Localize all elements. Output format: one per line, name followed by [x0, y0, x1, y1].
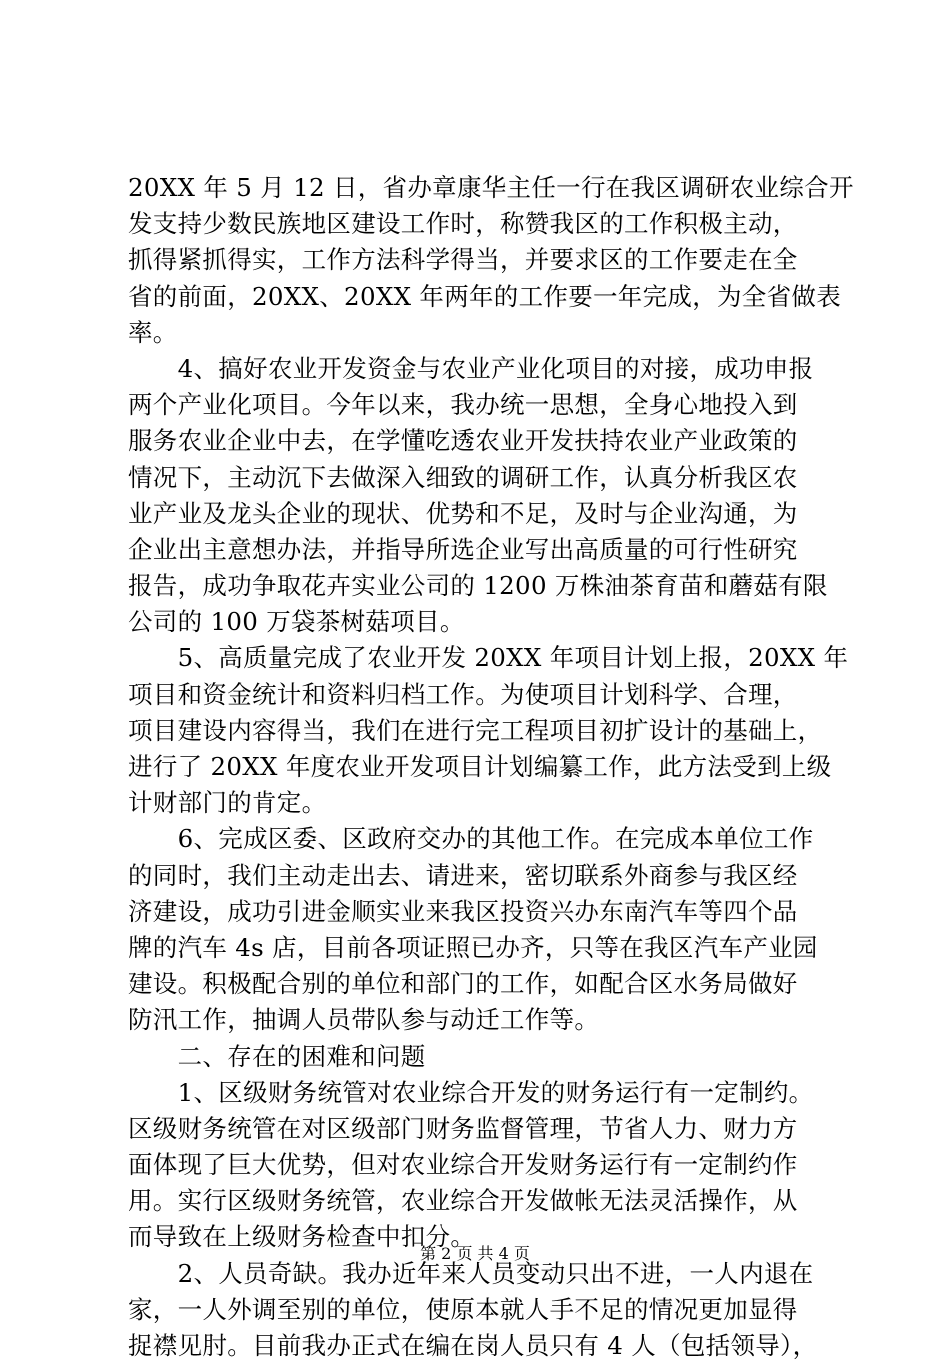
text-line: 5、高质量完成了农业开发 20XX 年项目计划上报，20XX 年	[128, 643, 849, 673]
text-line: 1、区级财务统管对农业综合开发的财务运行有一定制约。	[128, 1077, 814, 1107]
text-line: 计财部门的肯定。	[128, 788, 327, 818]
text-line: 率。	[128, 317, 178, 347]
text-line: 二、存在的困难和问题	[128, 1041, 426, 1071]
text-line: 项目和资金统计和资料归档工作。为使项目计划科学、合理，	[128, 679, 798, 709]
text-line: 进行了 20XX 年度农业开发项目计划编纂工作，此方法受到上级	[128, 752, 832, 781]
text-line: 抓得紧抓得实，工作方法科学得当，并要求区的工作要走在全	[128, 245, 798, 275]
text-line: 区级财务统管在对区级部门财务监督管理，节省人力、财力方	[128, 1113, 798, 1143]
text-line: 的同时，我们主动走出去、请进来，密切联系外商参与我区经	[128, 860, 798, 890]
text-line: 而导致在上级财务检查中扣分。	[128, 1222, 476, 1252]
text-line: 4、搞好农业开发资金与农业产业化项目的对接，成功申报	[128, 353, 814, 383]
body-text	[128, 170, 854, 1364]
text-line: 建设。积极配合别的单位和部门的工作，如配合区水务局做好	[128, 969, 798, 999]
text-line: 省的前面，20XX、20XX 年两年的工作要一年完成，为全省做表	[128, 281, 842, 311]
text-line: 防汛工作，抽调人员带队参与动迁工作等。	[128, 1005, 600, 1035]
text-line: 6、完成区委、区政府交办的其他工作。在完成本单位工作	[128, 824, 814, 854]
text-line: 项目建设内容得当，我们在进行完工程项目初扩设计的基础上，	[128, 715, 823, 745]
text-line: 业产业及龙头企业的现状、优势和不足，及时与企业沟通，为	[128, 498, 798, 528]
text-line: 2、人员奇缺。我办近年来人员变动只出不进，一人内退在	[128, 1258, 814, 1288]
text-line: 捉襟见肘。目前我办正式在编在岗人员只有 4 人（包括领导），	[128, 1331, 818, 1360]
text-line: 两个产业化项目。今年以来，我办统一思想，全身心地投入到	[128, 390, 798, 420]
text-line: 面体现了巨大优势，但对农业综合开发财务运行有一定制约作	[128, 1150, 798, 1180]
text-line: 济建设，成功引进金顺实业来我区投资兴办东南汽车等四个品	[128, 896, 798, 926]
text-line: 家，一人外调至别的单位，使原本就人手不足的情况更加显得	[128, 1294, 798, 1324]
text-line: 报告，成功争取花卉实业公司的 1200 万株油茶育苗和蘑菇有限	[128, 571, 828, 601]
text-line: 公司的 100 万袋茶树菇项目。	[128, 607, 465, 637]
page-footer: 第 2 页 共 4 页	[420, 1244, 530, 1263]
text-line: 情况下，主动沉下去做深入细致的调研工作，认真分析我区农	[128, 462, 798, 492]
text-line: 企业出主意想办法，并指导所选企业写出高质量的可行性研究	[128, 534, 798, 564]
text-line: 服务农业企业中去，在学懂吃透农业开发扶持农业产业政策的	[128, 426, 798, 456]
text-line: 用。实行区级财务统管，农业综合开发做帐无法灵活操作，从	[128, 1186, 798, 1216]
text-line: 20XX 年 5 月 12 日，省办章康华主任一行在我区调研农业综合开	[128, 173, 854, 202]
text-line: 发支持少数民族地区建设工作时，称赞我区的工作积极主动，	[128, 209, 798, 239]
text-line: 牌的汽车 4s 店，目前各项证照已办齐，只等在我区汽车产业园	[128, 932, 818, 962]
